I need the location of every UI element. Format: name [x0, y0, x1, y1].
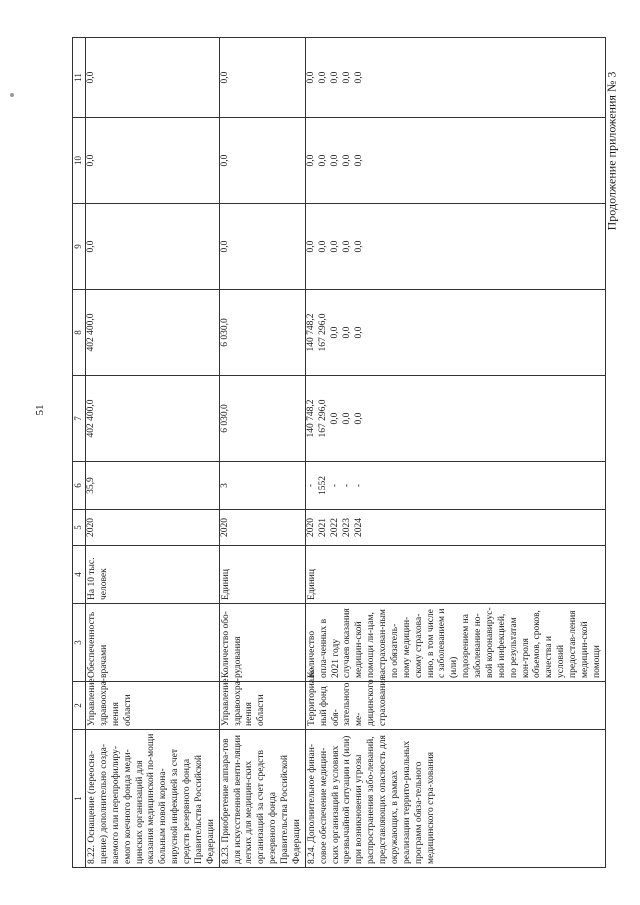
regional-budget-cell — [86, 204, 220, 290]
column-number: 9 — [73, 204, 86, 290]
measure-name-cell: 8.22. Оснащение (переосна-щение) дополнительно созда-ваемого или перепрофилиру-емого коечного фонда меди-цинских организаций для оказания медицинской по-мощи больным новой корона-вирусной инфекцией за счет средств резервного фонда Правительства Российской Федерации — [86, 730, 220, 868]
federal-budget-list — [220, 290, 232, 375]
indicator-cell: Количество обо-рудования — [219, 604, 305, 682]
other-sources-value: 0,0 — [353, 71, 364, 84]
column-number: 1 — [73, 730, 86, 868]
total-funding-value: 167 296,0 — [317, 399, 328, 438]
other-sources-value: 0,0 — [317, 71, 328, 84]
year-cell — [219, 510, 305, 546]
total-funding-value: 402 400,0 — [86, 399, 96, 438]
executor-cell: Управление здравоохра-нения области — [86, 682, 220, 730]
local-budget-list — [220, 118, 232, 203]
other-sources-list — [86, 38, 98, 117]
regional-budget-value: 0,0 — [317, 240, 328, 253]
indicator-value-value: - — [305, 483, 316, 488]
local-budget-cell — [219, 118, 305, 204]
column-number: 11 — [73, 38, 86, 118]
other-sources-cell — [86, 38, 220, 118]
local-budget-value: 0,0 — [353, 154, 364, 167]
federal-budget-value: 402 400,0 — [86, 313, 96, 352]
other-sources-value: 0,0 — [329, 71, 340, 84]
federal-budget-value: 167 296,0 — [317, 313, 328, 352]
indicator-value-value: - — [329, 483, 340, 488]
executor-cell: Управление здравоохра-нения области — [219, 682, 305, 730]
local-budget-value: 0,0 — [219, 154, 230, 167]
total-funding-value: 0,0 — [329, 412, 340, 425]
other-sources-list — [306, 38, 366, 117]
regional-budget-value: 0,0 — [305, 240, 316, 253]
federal-budget-value: 6 030,0 — [219, 318, 230, 347]
year-value: 2021 — [317, 518, 328, 537]
column-number: 2 — [73, 682, 86, 730]
year-value: 2020 — [305, 518, 316, 537]
total-funding-list — [86, 376, 98, 461]
column-number: 3 — [73, 604, 86, 682]
appendix-table-page — [72, 38, 602, 868]
total-funding-cell — [305, 376, 605, 462]
regional-budget-value: 0,0 — [86, 240, 96, 253]
other-sources-cell — [305, 38, 605, 118]
column-number: 4 — [73, 546, 86, 604]
column-number: 6 — [73, 462, 86, 510]
indicator-value-list — [306, 462, 366, 509]
local-budget-list — [86, 118, 98, 203]
total-funding-cell — [219, 376, 305, 462]
measure-name-cell: 8.24. Дополнительное финан-совое обеспечение медицин-ских организаций в условиях чрезвычайной ситуации и (или) при возникновении угрозы распространения забо-леваний, представляющих опасность для окружающих, в рамках реализации террито-риальных программ обяза-тельного медицинского стра-хования — [305, 730, 605, 868]
local-budget-value: 0,0 — [329, 154, 340, 167]
year-list — [306, 510, 366, 545]
local-budget-value: 0,0 — [317, 154, 328, 167]
federal-budget-cell — [305, 290, 605, 376]
federal-budget-value: 0,0 — [353, 326, 364, 339]
year-cell — [305, 510, 605, 546]
indicator-value-cell — [305, 462, 605, 510]
regional-budget-list — [306, 204, 366, 289]
federal-budget-cell — [86, 290, 220, 376]
appendix-table — [72, 37, 606, 868]
appendix-title: Продолжение приложения № 3 — [604, 71, 619, 231]
regional-budget-value: 0,0 — [353, 240, 364, 253]
federal-budget-cell — [219, 290, 305, 376]
local-budget-list — [306, 118, 366, 203]
federal-budget-list — [306, 290, 366, 375]
regional-budget-value: 0,0 — [219, 240, 230, 253]
regional-budget-value: 0,0 — [329, 240, 340, 253]
total-funding-cell — [86, 376, 220, 462]
total-funding-list — [220, 376, 232, 461]
year-cell — [86, 510, 220, 546]
other-sources-value: 0,0 — [305, 71, 316, 84]
unit-cell: На 10 тыс. человек — [86, 546, 220, 604]
total-funding-value: 6 030,0 — [219, 404, 230, 433]
year-value: 2022 — [329, 518, 340, 537]
unit-cell: Единиц — [219, 546, 305, 604]
indicator-value-value: 1552 — [317, 476, 328, 495]
local-budget-value: 0,0 — [86, 154, 96, 167]
regional-budget-value: 0,0 — [341, 240, 352, 253]
total-funding-value: 0,0 — [341, 412, 352, 425]
indicator-value-cell — [219, 462, 305, 510]
indicator-cell: Обеспеченность врачами — [86, 604, 220, 682]
year-list — [86, 510, 98, 545]
column-number-row — [73, 38, 86, 868]
year-value: 2020 — [86, 518, 96, 537]
page-number: 51 — [34, 404, 46, 416]
indicator-value-list — [220, 462, 232, 509]
unit-cell: Единиц — [305, 546, 605, 604]
other-sources-value: 0,0 — [219, 71, 230, 84]
regional-budget-list — [220, 204, 232, 289]
table-row — [219, 38, 305, 868]
local-budget-value: 0,0 — [305, 154, 316, 167]
indicator-value-value: - — [341, 483, 352, 488]
other-sources-cell — [219, 38, 305, 118]
indicator-value-value: 35,9 — [86, 477, 96, 494]
table-row — [305, 38, 605, 868]
federal-budget-list — [86, 290, 98, 375]
table-row — [86, 38, 220, 868]
year-value: 2020 — [219, 518, 230, 537]
local-budget-cell — [86, 118, 220, 204]
year-list — [220, 510, 232, 545]
regional-budget-cell — [305, 204, 605, 290]
column-number: 10 — [73, 118, 86, 204]
total-funding-list — [306, 376, 366, 461]
total-funding-value: 140 748,2 — [305, 399, 316, 438]
year-value: 2024 — [353, 518, 364, 537]
federal-budget-value: 140 748,2 — [305, 313, 316, 352]
scan-speck — [10, 93, 14, 97]
measure-name-cell: 8.23. Приобретение аппара-тов для искусственной венти-ляции легких для медицин-ских организаций за счет средств резервного фонда Правительства Российской Федерации — [219, 730, 305, 868]
executor-cell: Территориаль-ный фонд обя-зательного ме-дицинского страхования — [305, 682, 605, 730]
indicator-value-list — [86, 462, 98, 509]
regional-budget-cell — [219, 204, 305, 290]
local-budget-cell — [305, 118, 605, 204]
regional-budget-list — [86, 204, 98, 289]
indicator-value-cell — [86, 462, 220, 510]
federal-budget-value: 0,0 — [329, 326, 340, 339]
local-budget-value: 0,0 — [341, 154, 352, 167]
other-sources-value: 0,0 — [86, 71, 96, 84]
other-sources-list — [220, 38, 232, 117]
indicator-cell: Количество опла-ченных в 2021 году случаев оказания медицин-ской помощи ли-цам, застрахован-ным по обязатель-ному медицин-скому страхова-нию, в том числе с заболеванием и (или) подозрением на заболевание но-вой коронавирус-ной инфекцией, по результатам кон-троля объемов, сроков, качества и условий предостав-ления медицин-ской помощи — [305, 604, 605, 682]
column-number: 7 — [73, 376, 86, 462]
column-number: 5 — [73, 510, 86, 546]
other-sources-value: 0,0 — [341, 71, 352, 84]
indicator-value-value: - — [353, 483, 364, 488]
column-number: 8 — [73, 290, 86, 376]
total-funding-value: 0,0 — [353, 412, 364, 425]
federal-budget-value: 0,0 — [341, 326, 352, 339]
indicator-value-value: 3 — [219, 483, 230, 488]
year-value: 2023 — [341, 518, 352, 537]
